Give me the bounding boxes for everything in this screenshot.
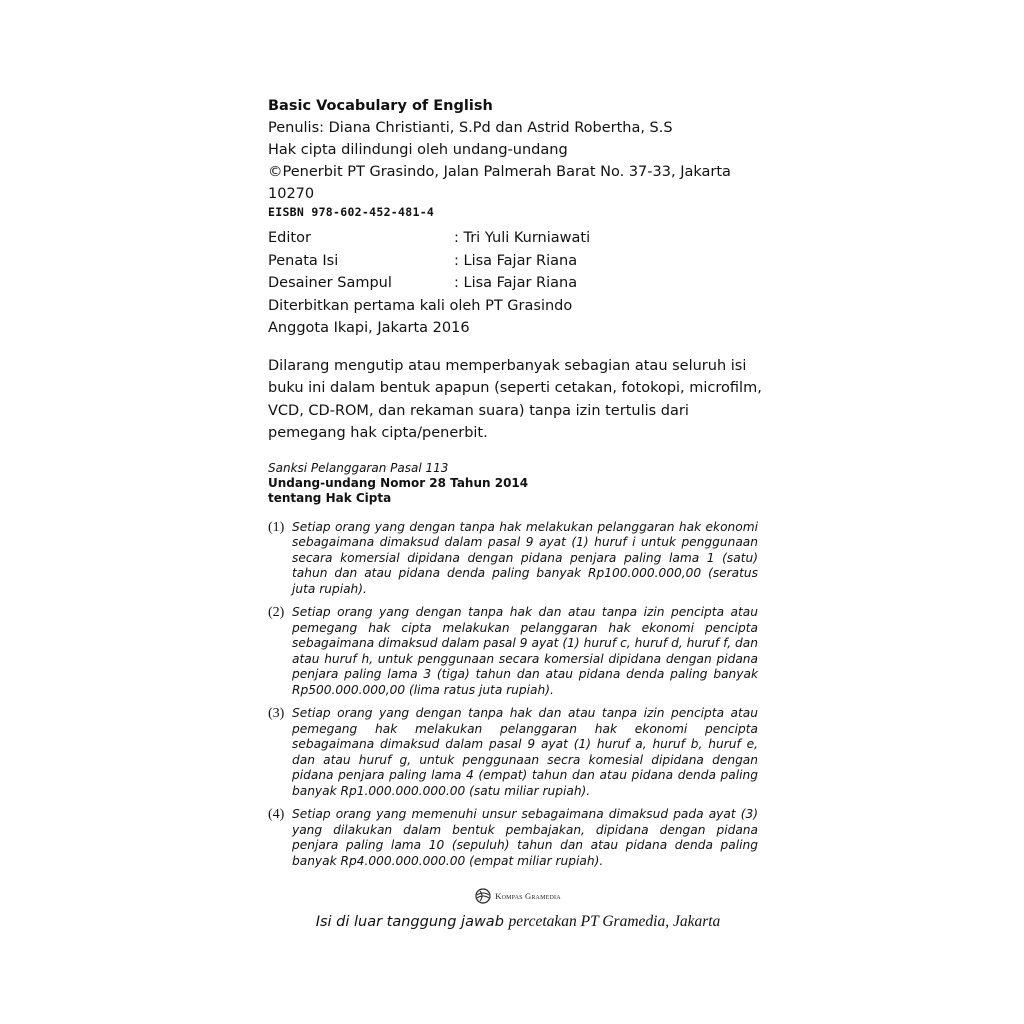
clause-text: Setiap orang yang memenuhi unsur sebagaimana dimaksud pada ayat (3) yang dilakukan dalam bentuk pembajakan, dipidana dengan pidana penjara paling lama 10 (sepuluh) tahun dan atau pidana denda paling banyak Rp4.000.000.000.00 (empat miliar rupiah). — [292, 807, 758, 868]
disclaimer-part1: Isi di luar tanggung jawab — [315, 914, 509, 930]
credit-name: : Lisa Fajar Riana — [454, 252, 578, 269]
first-publication: Diterbitkan pertama kali oleh PT Grasindo — [268, 297, 573, 314]
list-item — [268, 605, 768, 698]
printer-disclaimer — [268, 912, 768, 932]
eisbn: EISBN 978-602-452-481-4 — [268, 205, 435, 219]
credit-name: : Tri Yuli Kurniawati — [454, 230, 591, 246]
credit-role: Desainer Sampul — [268, 275, 392, 291]
clause-text: Setiap orang yang dengan tanpa hak dan atau tanpa izin pencipta atau pemegang hak melakukan pelanggaran hak ekonomi pencipta sebagaimana dimaksud dalam pasal 9 ayat (1) huruf a, huruf b, huruf e, dan atau huruf g, untuk penggunaan secra komesial dipidana dengan pidana penjara paling lama 4 (empat) tahun dan atau pidana denda paling banyak Rp1.000.000.000.00 (satu miliar rupiah). — [292, 706, 758, 798]
sanction-title: Sanksi Pelanggaran Pasal 113 — [268, 460, 449, 475]
credit-row-cover — [268, 272, 768, 295]
footer — [268, 888, 768, 932]
membership: Anggota Ikapi, Jakarta 2016 — [268, 319, 470, 336]
book-title: Basic Vocabulary of English — [268, 98, 493, 114]
clause-text: Setiap orang yang dengan tanpa hak melakukan pelanggaran hak ekonomi sebagaimana dimaksud dalam pasal 9 ayat (1) huruf i untuk penggunaan secara komersial dipidana dengan pidana penjara paling lama 1 (satu) tahun dan atau pidana denda paling banyak Rp100.000.000,00 (seratus juta rupiah). — [292, 519, 758, 596]
copyright-page — [268, 95, 768, 885]
clause-number: (2) — [268, 605, 285, 620]
clause-text: Setiap orang yang dengan tanpa hak dan atau tanpa izin pencipta atau pemegang hak cipta melakukan pelanggaran hak ekonomi pencipta sebagaimana dimaksud dalam pasal 9 ayat (1) huruf c, huruf d, huruf f, dan atau huruf h, untuk penggunaan secara komersial dipidana dengan pidana penjara paling lama 3 (tiga) tahun dan atau pidana denda paling banyak Rp500.000.000,00 (lima ratus juta rupiah). — [292, 605, 758, 697]
credit-role: Penata Isi — [268, 252, 339, 269]
credit-name: : Lisa Fajar Riana — [454, 275, 578, 291]
credit-row-layout — [268, 250, 768, 273]
globe-icon — [475, 888, 491, 904]
sanction-law: Undang-undang Nomor 28 Tahun 2014 — [268, 475, 529, 490]
logo-text: Kompas Gramedia — [495, 891, 561, 901]
clause-number: (4) — [268, 807, 285, 822]
credits-list — [268, 227, 768, 295]
credit-role: Editor — [268, 230, 311, 246]
clause-number: (3) — [268, 706, 285, 721]
credit-row-editor — [268, 227, 768, 250]
list-item — [268, 520, 768, 598]
clause-list — [268, 520, 768, 870]
authors-line: Penulis: Diana Christianti, S.Pd dan Astrid Robertha, S.S — [268, 120, 673, 136]
disclaimer-part2: percetakan PT Gramedia, Jakarta — [508, 913, 721, 930]
sanction-heading — [268, 461, 768, 506]
list-item — [268, 807, 768, 869]
copyright-notice: Hak cipta dilindungi oleh undang-undang — [268, 142, 568, 158]
kompas-gramedia-logo — [475, 888, 561, 904]
clause-number: (1) — [268, 519, 285, 535]
list-item — [268, 706, 768, 799]
reproduction-warning: Dilarang mengutip atau memperbanyak sebagian atau seluruh isi buku ini dalam bentuk apapun (seperti cetakan, fotokopi, microfilm, VCD, CD-ROM, dan rekaman suara) tanpa izin tertulis dari pemegang hak cipta/penerbit. — [268, 357, 762, 441]
sanction-subject: tentang Hak Cipta — [268, 490, 392, 505]
publisher-address: ©Penerbit PT Grasindo, Jalan Palmerah Barat No. 37-33, Jakarta 10270 — [268, 164, 731, 202]
